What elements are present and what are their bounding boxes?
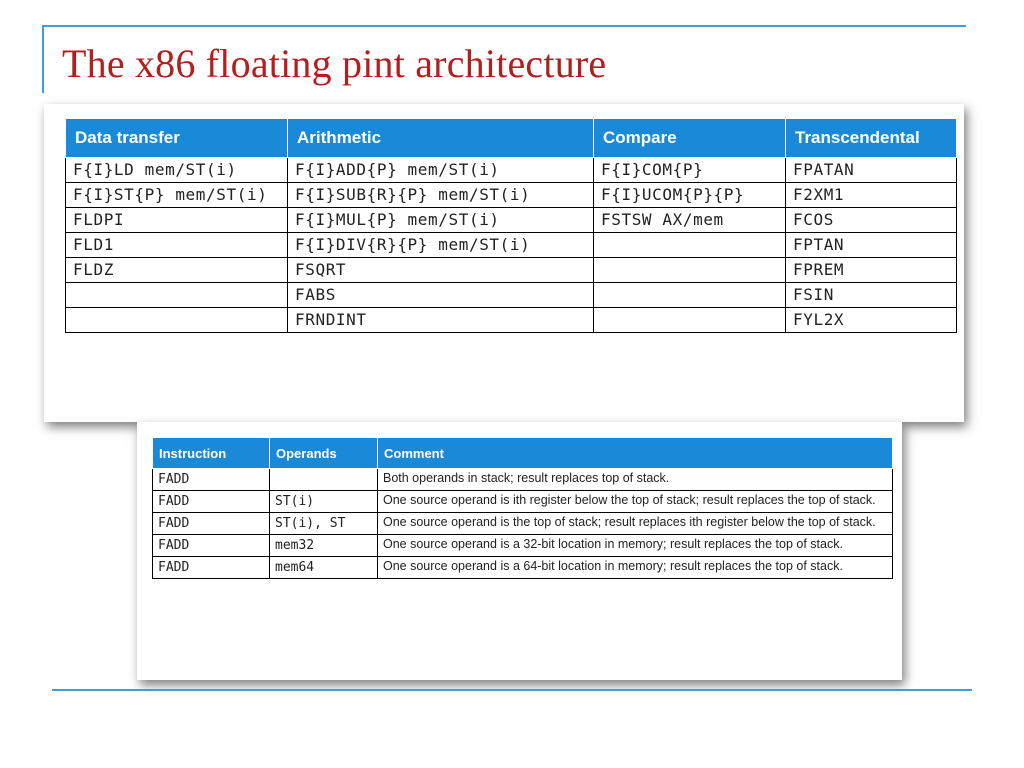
table-cell: ST(i) [270, 491, 378, 513]
table-cell: F{I}UCOM{P}{P} [594, 183, 786, 208]
table-row [66, 308, 957, 333]
table-cell: ST(i), ST [270, 513, 378, 535]
table-cell [270, 469, 378, 491]
table-row [66, 183, 957, 208]
top-divider-line [42, 25, 966, 27]
table-cell: FLDPI [66, 208, 288, 233]
fadd-variants-table [152, 437, 893, 579]
table-cell: F{I}MUL{P} mem/ST(i) [288, 208, 594, 233]
table-cell [594, 283, 786, 308]
table-cell: One source operand is ith register below the top of stack; result replaces the top of stack. [378, 491, 893, 513]
table-cell: FLDZ [66, 258, 288, 283]
column-header: Transcendental [786, 119, 957, 158]
table-cell: FLD1 [66, 233, 288, 258]
table-header-row [66, 119, 957, 158]
table-cell: FADD [153, 491, 270, 513]
title-accent-line [42, 25, 44, 93]
table-cell: FADD [153, 535, 270, 557]
column-header: Instruction [153, 438, 270, 469]
column-header: Compare [594, 119, 786, 158]
table-cell: FPATAN [786, 158, 957, 183]
table-header-row [153, 438, 893, 469]
table-cell: F{I}SUB{R}{P} mem/ST(i) [288, 183, 594, 208]
table-cell: FPREM [786, 258, 957, 283]
table-row [153, 469, 893, 491]
table-cell [594, 233, 786, 258]
table-cell: FADD [153, 469, 270, 491]
bottom-divider-line [52, 689, 972, 691]
table-row [66, 258, 957, 283]
table-row [153, 557, 893, 579]
instruction-categories-panel [44, 104, 964, 422]
column-header: Comment [378, 438, 893, 469]
table-cell: FABS [288, 283, 594, 308]
column-header: Arithmetic [288, 119, 594, 158]
column-header: Operands [270, 438, 378, 469]
table-cell: FSTSW AX/mem [594, 208, 786, 233]
instruction-categories-table [65, 118, 957, 333]
table-cell: One source operand is a 32-bit location in memory; result replaces the top of stack. [378, 535, 893, 557]
table-cell: F{I}LD mem/ST(i) [66, 158, 288, 183]
table-cell [594, 258, 786, 283]
table-cell: mem32 [270, 535, 378, 557]
table-cell: FSIN [786, 283, 957, 308]
table-cell: F{I}ADD{P} mem/ST(i) [288, 158, 594, 183]
table-row [66, 208, 957, 233]
table-row [66, 233, 957, 258]
column-header: Data transfer [66, 119, 288, 158]
table-cell: FADD [153, 557, 270, 579]
table-cell [66, 283, 288, 308]
table-cell [66, 308, 288, 333]
table-cell [594, 308, 786, 333]
table-cell: F{I}ST{P} mem/ST(i) [66, 183, 288, 208]
table-row [153, 491, 893, 513]
fadd-variants-panel [137, 422, 902, 680]
table-cell: FPTAN [786, 233, 957, 258]
table-cell: FCOS [786, 208, 957, 233]
table-row [66, 158, 957, 183]
table-cell: FYL2X [786, 308, 957, 333]
table-row [153, 513, 893, 535]
table-cell: FRNDINT [288, 308, 594, 333]
table-cell: FADD [153, 513, 270, 535]
table-cell: Both operands in stack; result replaces top of stack. [378, 469, 893, 491]
table-cell: F{I}COM{P} [594, 158, 786, 183]
table-cell: One source operand is a 64-bit location in memory; result replaces the top of stack. [378, 557, 893, 579]
table-cell: FSQRT [288, 258, 594, 283]
table-cell: F{I}DIV{R}{P} mem/ST(i) [288, 233, 594, 258]
table-row [153, 535, 893, 557]
table-row [66, 283, 957, 308]
table-cell: One source operand is the top of stack; result replaces ith register below the top of stack. [378, 513, 893, 535]
slide-title: The x86 floating pint architecture [62, 41, 607, 86]
table-cell: F2XM1 [786, 183, 957, 208]
table-cell: mem64 [270, 557, 378, 579]
